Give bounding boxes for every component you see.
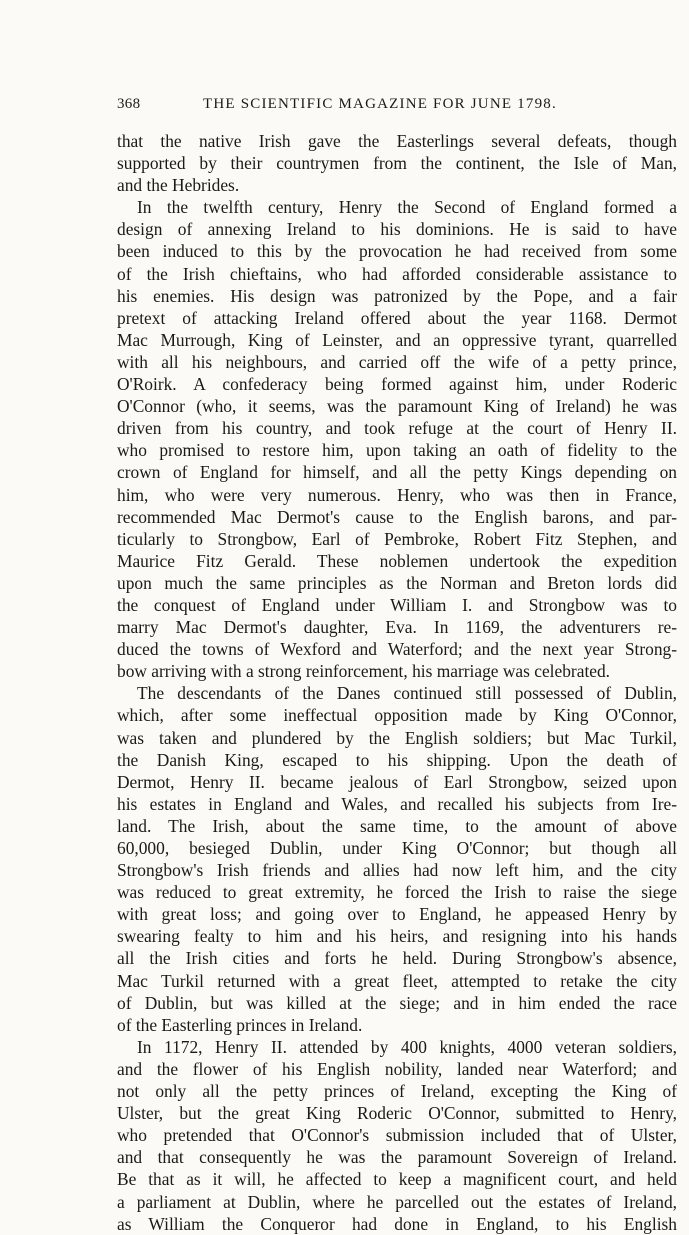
text-line: was reduced to great extremity, he forced the Irish to raise the siege (117, 882, 677, 903)
body-text (117, 130, 677, 1235)
text-line: Mac Murrough, King of Leinster, and an oppressive tyrant, quarrelled (117, 329, 677, 350)
text-line: Ulster, but the great King Roderic O'Connor, submitted to Henry, (117, 1103, 677, 1124)
text-line: ticularly to Strongbow, Earl of Pembroke, Robert Fitz Stephen, and (117, 528, 677, 549)
text-line: driven from his country, and took refuge at the court of Henry II. (117, 418, 677, 439)
text-line: with great loss; and going over to England, he appeased Henry by (117, 904, 677, 925)
text-line: of the Irish chieftains, who had afforded considerable assistance to (117, 263, 677, 284)
text-line: swearing fealty to him and his heirs, and resigning into his hands (117, 926, 677, 947)
text-line: O'Roirk. A confederacy being formed against him, under Roderic (117, 374, 677, 395)
text-line: not only all the petty princes of Ireland, excepting the King of (117, 1081, 677, 1102)
text-line: and the flower of his English nobility, landed near Waterford; and (117, 1058, 677, 1079)
text-line: and that consequently he was the paramount Sovereign of Ireland. (117, 1147, 677, 1168)
text-line: Strongbow's Irish friends and allies had now left him, and the city (117, 860, 677, 881)
text-line: The descendants of the Danes continued still possessed of Dublin, (137, 683, 677, 704)
text-line: him, who were very numerous. Henry, who was then in France, (117, 484, 677, 505)
text-line: duced the towns of Wexford and Waterford; and the next year Strong- (117, 639, 677, 660)
text-line: that the native Irish gave the Easterlings several defeats, though (117, 131, 677, 151)
running-title: THE SCIENTIFIC MAGAZINE FOR JUNE 1798. (203, 96, 557, 112)
text-line: the conquest of England under William I. and Strongbow was to (117, 594, 677, 615)
text-line: who pretended that O'Connor's submission included that of Ulster, (117, 1125, 677, 1146)
text-line: O'Connor (who, it seems, was the paramount King of Ireland) he was (117, 396, 677, 417)
text-line: crown of England for himself, and all the petty Kings depending on (117, 462, 677, 483)
page-header (117, 96, 677, 120)
text-line: 60,000, besieged Dublin, under King O'Connor; but though all (117, 838, 677, 858)
text-line: land. The Irish, about the same time, to the amount of above (117, 815, 677, 836)
text-line: and the Hebrides. (117, 175, 240, 196)
text-line: with all his neighbours, and carried off the wife of a petty prince, (117, 351, 677, 372)
text-line: bow arriving with a strong reinforcement, his marriage was celebrated. (117, 661, 611, 682)
text-line: Be that as it will, he affected to keep a magnificent court, and held (117, 1169, 677, 1190)
text-line: supported by their countrymen from the continent, the Isle of Man, (117, 153, 677, 174)
text-line: was taken and plundered by the English soldiers; but Mac Turkil, (117, 727, 677, 748)
text-line: his enemies. His design was patronized by the Pope, and a fair (117, 285, 677, 306)
text-line: all the Irish cities and forts he held. During Strongbow's absence, (117, 948, 677, 969)
text-line: who promised to restore him, upon taking an oath of fidelity to the (117, 440, 677, 461)
text-line: marry Mac Dermot's daughter, Eva. In 1169, the adventurers re- (117, 617, 677, 638)
text-line: his estates in England and Wales, and recalled his subjects from Ire- (117, 793, 677, 814)
text-line: Dermot, Henry II. became jealous of Earl Strongbow, seized upon (117, 771, 677, 792)
text-line: a parliament at Dublin, where he parcelled out the estates of Ireland, (117, 1191, 677, 1212)
text-line: Maurice Fitz Gerald. These noblemen undertook the expedition (117, 550, 677, 571)
text-line: Mac Turkil returned with a great fleet, attempted to retake the city (117, 970, 677, 991)
text-line: of Dublin, but was killed at the siege; and in him ended the race (117, 992, 677, 1013)
text-line: recommended Mac Dermot's cause to the English barons, and par- (117, 506, 677, 527)
text-line: upon much the same principles as the Norman and Breton lords did (117, 572, 677, 593)
text-line: of the Easterling princes in Ireland. (117, 1014, 363, 1035)
text-line: In the twelfth century, Henry the Second of England formed a (137, 197, 677, 218)
text-line: which, after some ineffectual opposition made by King O'Connor, (117, 705, 677, 726)
text-line: pretext of attacking Ireland offered about the year 1168. Dermot (117, 307, 677, 328)
text-line: been induced to this by the provocation he had received from some (117, 241, 677, 262)
page-number: 368 (117, 96, 141, 112)
text-line: design of annexing Ireland to his dominions. He is said to have (117, 219, 677, 240)
text-line: as William the Conqueror had done in England, to his English (117, 1213, 677, 1234)
text-line: the Danish King, escaped to his shipping. Upon the death of (117, 749, 677, 770)
text-line: In 1172, Henry II. attended by 400 knights, 4000 veteran soldiers, (137, 1036, 677, 1057)
